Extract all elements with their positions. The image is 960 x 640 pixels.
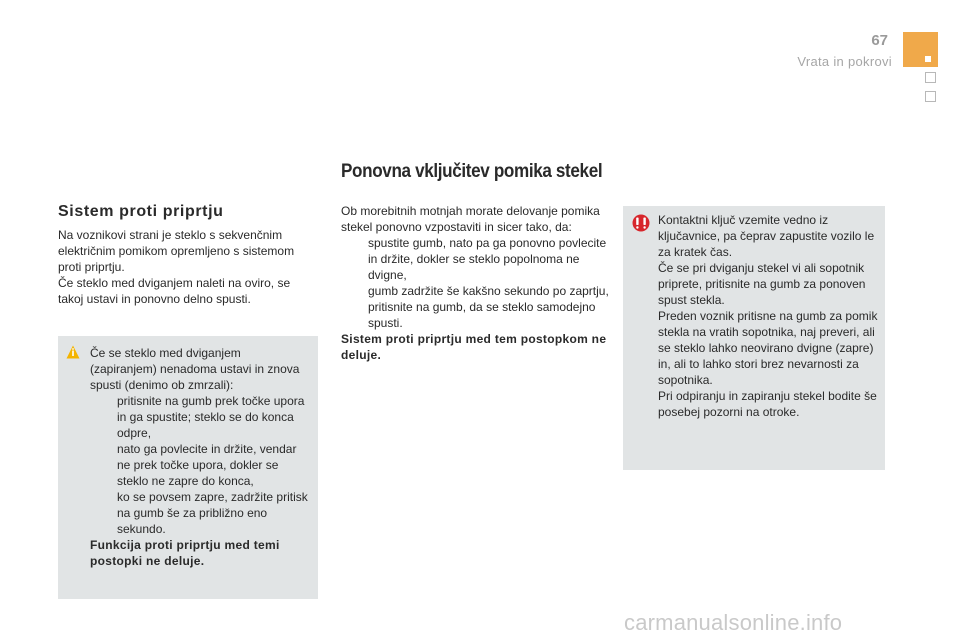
paragraph: Če steklo med dviganjem naleti na oviro, se takoj ustavi in ponovno delno spusti. (58, 276, 291, 306)
info-bullet-list (90, 393, 310, 537)
list-item: ko se povsem zapre, zadržite pritisk na gumb še za približno eno sekundo. (117, 490, 308, 536)
middle-column-text (341, 203, 609, 363)
info-box (58, 336, 318, 599)
warning-paragraph: Kontaktni ključ vzemite vedno iz ključavnice, pa čeprav zapustite vozilo le za kratek čas. (658, 213, 875, 259)
page-number: 67 (871, 32, 888, 49)
watermark: carmanualsonline.info (624, 610, 843, 635)
list-item: pritisnite na gumb, da se steklo samodejno spusti. (368, 300, 596, 330)
list-item: nato ga povlecite in držite, vendar ne prek točke upora, dokler se steklo ne zapre do konca, (117, 442, 297, 488)
warning-box (623, 206, 885, 470)
chapter-tab-active (903, 32, 938, 67)
list-item: pritisnite na gumb prek točke upora in ga spustite; steklo se do konca odpre, (117, 394, 305, 440)
procedure-note: Sistem proti priprtju med tem postopkom ne deluje. (341, 332, 607, 362)
section-title: Vrata in pokrovi (797, 54, 892, 69)
chapter-tab-outline (925, 91, 936, 102)
warning-paragraph: Pri odpiranju in zapiranju stekel bodite še posebej pozorni na otroke. (658, 389, 877, 419)
info-icon (66, 345, 80, 359)
paragraph: Na voznikovi strani je steklo s sekvenčnim električnim pomikom opremljeno s sistemom proti priprtju. (58, 228, 295, 274)
warning-paragraph: Preden voznik pritisne na gumb za pomik stekla na vratih sopotnika, naj preveri, ali se steklo lahko neovirano dvigne (zapre) in, ali to lahko stori brez nevarnosti za sopotnika. (658, 309, 878, 387)
list-item: spustite gumb, nato pa ga ponovno povlecite in držite, dokler se steklo popolnoma ne dvigne, (368, 236, 607, 282)
left-column-text (58, 227, 308, 307)
chapter-tab-outline (925, 72, 936, 83)
warning-paragraph: Če se pri dviganju stekel vi ali sopotnik priprete, pritisnite na gumb za ponoven spust stekla. (658, 261, 866, 307)
paragraph: Ob morebitnih motnjah morate delovanje pomika stekel ponovno vzpostaviti in sicer tako, da: (341, 204, 600, 234)
info-note: Funkcija proti priprtju med temi postopki ne deluje. (90, 538, 280, 568)
procedure-bullet-list (341, 235, 609, 331)
list-item: gumb zadržite še kakšno sekundo po zaprtju, (368, 284, 609, 298)
main-heading: Ponovna vključitev pomika stekel (341, 161, 603, 182)
section-heading: Sistem proti priprtju (58, 203, 224, 220)
info-intro: Če se steklo med dviganjem (zapiranjem) nenadoma ustavi in znova spusti (denimo ob zmrzali): (90, 346, 300, 392)
warning-icon (632, 214, 650, 232)
